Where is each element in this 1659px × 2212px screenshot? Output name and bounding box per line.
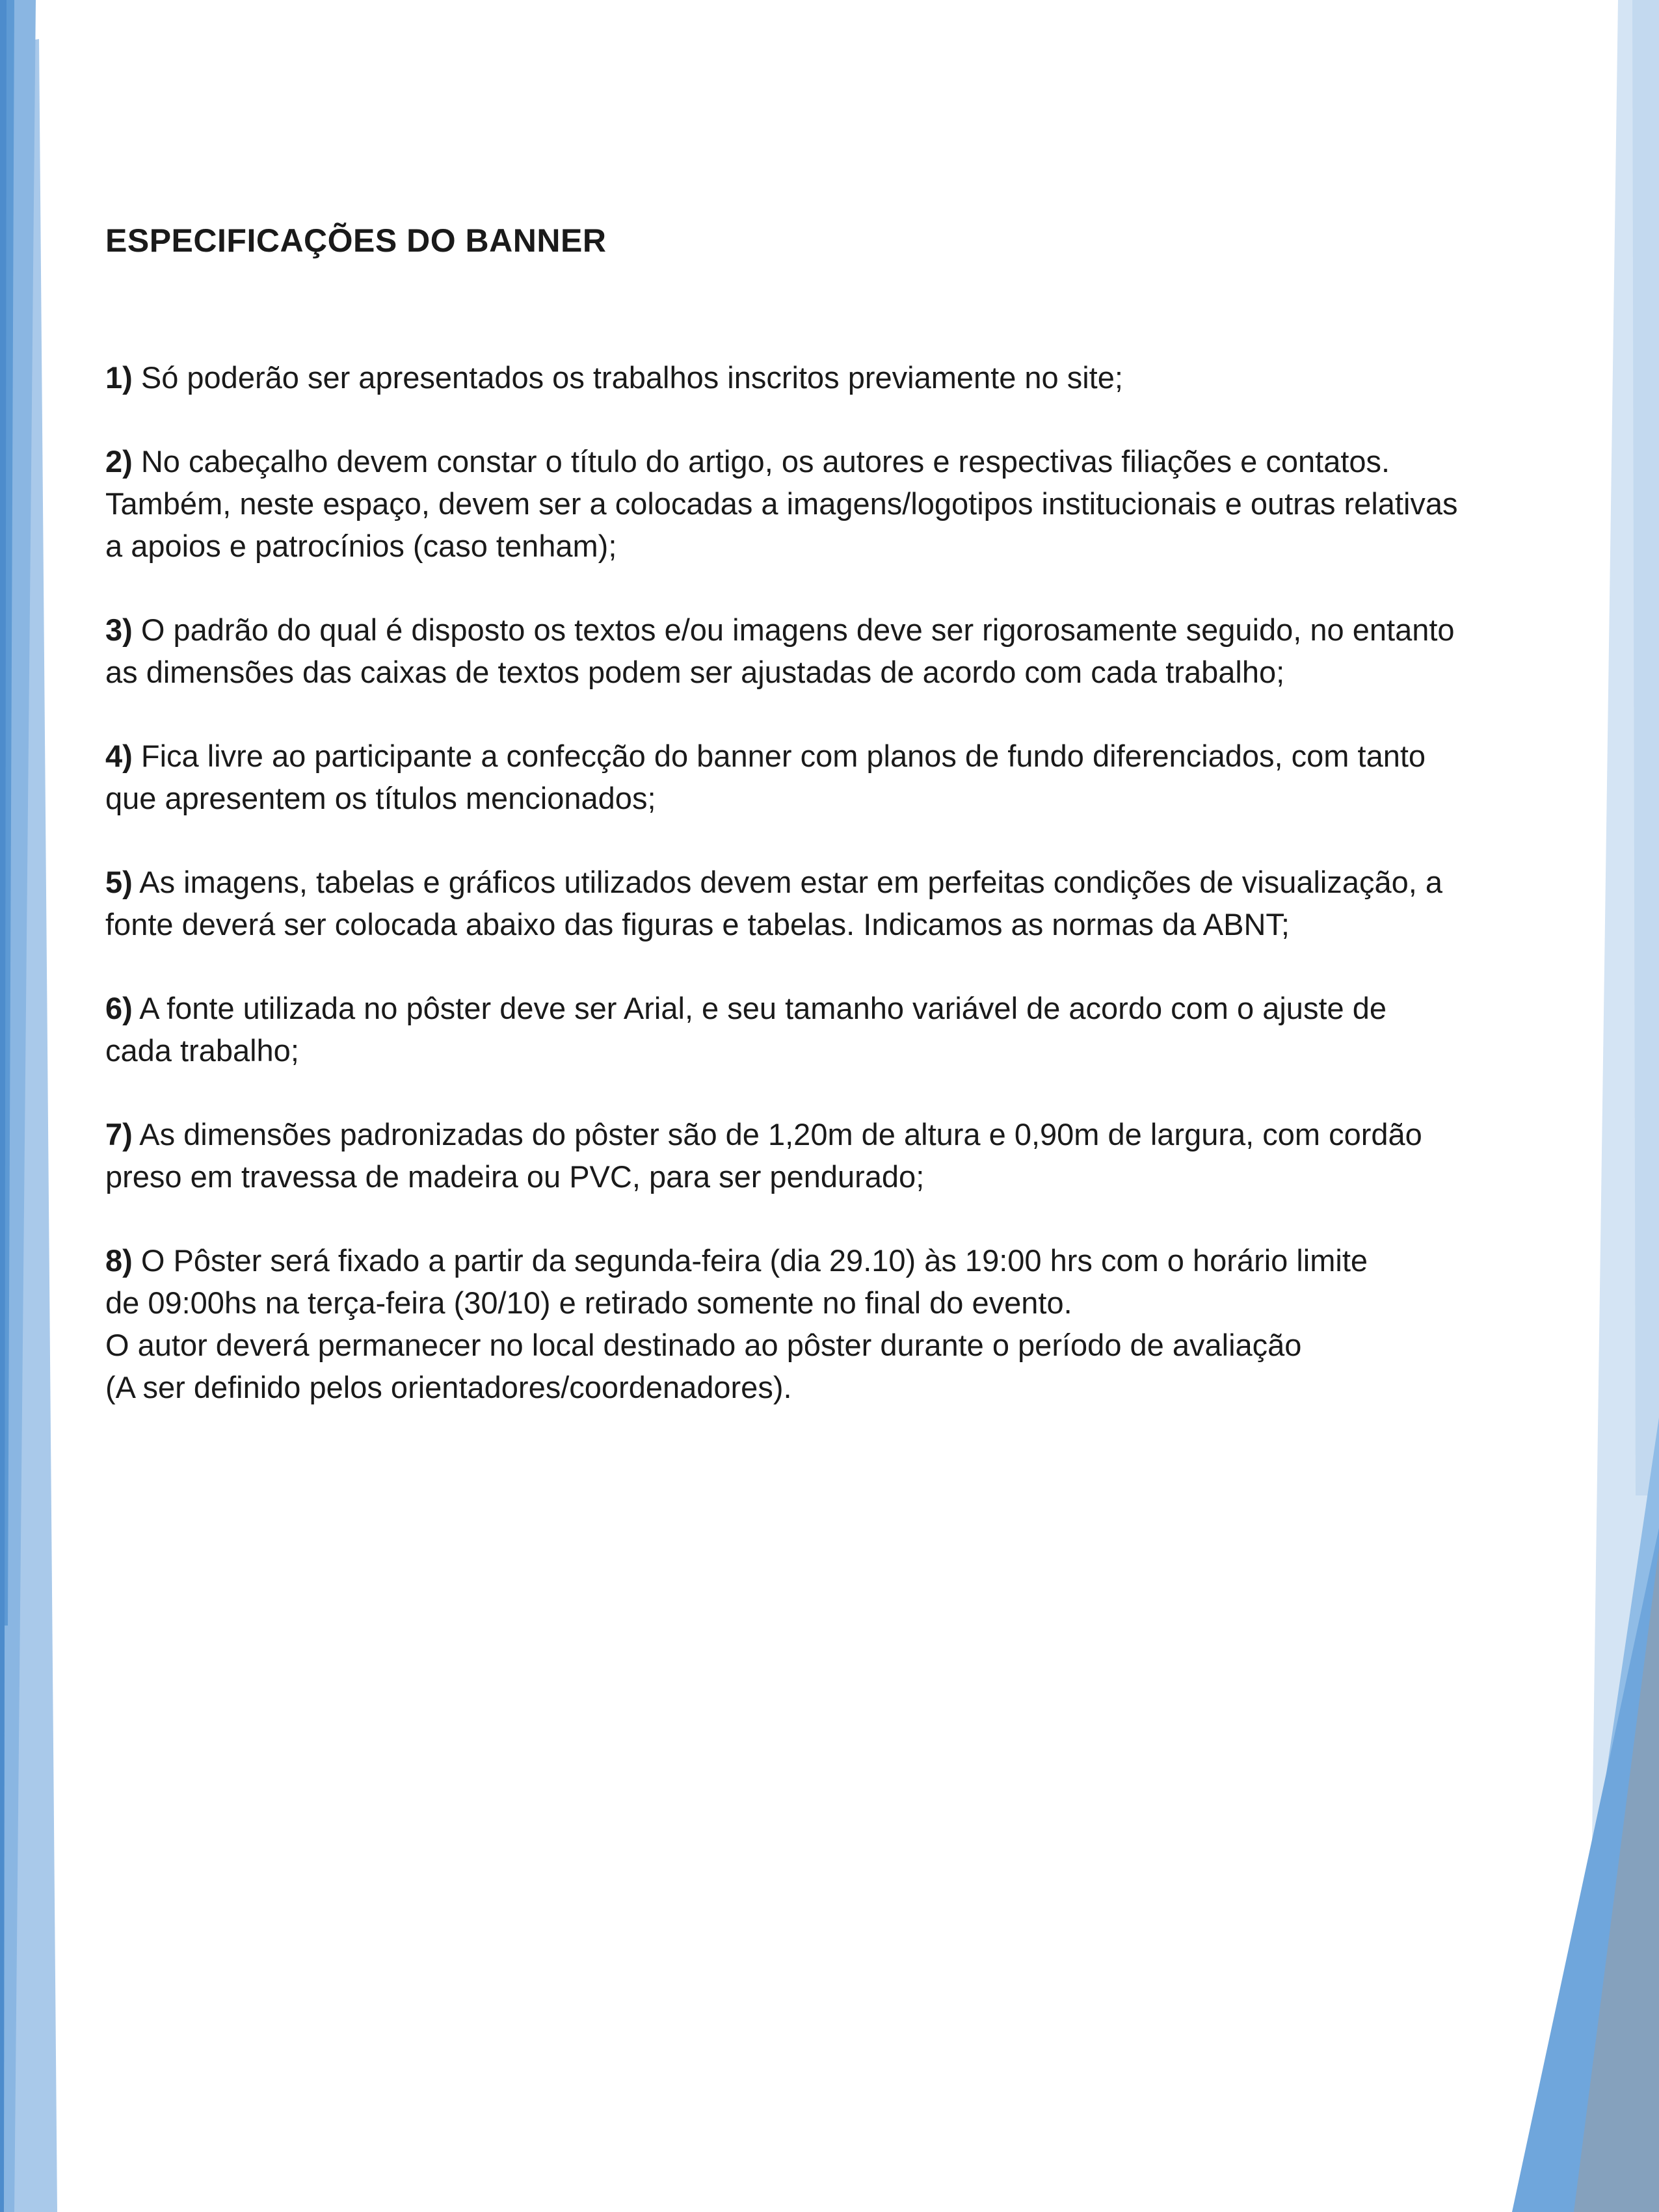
left-accent-light <box>0 39 57 2212</box>
specification-item-7 <box>105 1113 1536 1198</box>
right-accent-mid <box>1541 1417 1659 2212</box>
specification-item-text: a apoios e patrocínios (caso tenham); <box>105 529 617 563</box>
specification-item-line <box>105 1239 1536 1282</box>
specification-item-text: cada trabalho; <box>105 1033 299 1068</box>
specification-item-line <box>105 735 1536 777</box>
specification-item-text: Fica livre ao participante a confecção do banner com planos de fundo diferenciados, com tanto <box>140 739 1426 773</box>
specification-item-text: O padrão do qual é disposto os textos e/ou imagens deve ser rigorosamente seguido, no entanto <box>140 612 1455 647</box>
specification-item-3 <box>105 609 1536 693</box>
specification-item-line <box>105 440 1536 482</box>
specification-item-text: Só poderão ser apresentados os trabalhos inscritos previamente no site; <box>140 360 1123 395</box>
specification-item-text: No cabeçalho devem constar o título do artigo, os autores e respectivas filiações e contatos. <box>140 444 1390 479</box>
specification-item-line <box>105 651 1536 693</box>
specification-item-line <box>105 525 1536 567</box>
specification-item-text: O autor deverá permanecer no local destinado ao pôster durante o período de avaliação <box>105 1328 1302 1362</box>
specification-item-line <box>105 777 1536 819</box>
specification-item-line <box>105 1155 1536 1198</box>
specification-item-4 <box>105 735 1536 819</box>
specification-item-number: 2) <box>105 444 133 479</box>
specification-item-line <box>105 903 1536 945</box>
specification-item-line <box>105 356 1536 399</box>
specification-list <box>105 356 1536 1408</box>
document-body <box>105 215 1536 1450</box>
specification-item-line <box>105 1366 1536 1408</box>
specification-item-number: 6) <box>105 991 133 1025</box>
specification-item-text: O Pôster será fixado a partir da segunda-feira (dia 29.10) às 19:00 hrs com o horário limite <box>140 1243 1368 1278</box>
right-accent-dark <box>1512 1528 1659 2212</box>
specification-item-6 <box>105 987 1536 1072</box>
specification-item-number: 1) <box>105 360 133 395</box>
right-accent-light <box>1587 0 1659 2212</box>
specification-item-line <box>105 861 1536 903</box>
document-title: ESPECIFICAÇÕES DO BANNER <box>105 222 607 259</box>
specification-item-number: 3) <box>105 612 133 647</box>
right-accent-pale <box>1632 0 1659 1495</box>
specification-item-text: que apresentem os títulos mencionados; <box>105 781 656 815</box>
specification-item-line <box>105 987 1536 1029</box>
specification-item-line <box>105 1324 1536 1366</box>
specification-item-text: A fonte utilizada no pôster deve ser Arial, e seu tamanho variável de acordo com o ajuste de <box>139 991 1387 1025</box>
left-accent-mid <box>0 0 36 2212</box>
specification-item-text: As dimensões padronizadas do pôster são de 1,20m de altura e 0,90m de largura, com cordão <box>139 1117 1422 1152</box>
specification-item-line <box>105 1029 1536 1072</box>
specification-item-line <box>105 609 1536 651</box>
specification-item-number: 7) <box>105 1117 133 1152</box>
specification-item-text: As imagens, tabelas e gráficos utilizados devem estar em perfeitas condições de visualização, a <box>139 865 1443 899</box>
specification-item-2 <box>105 440 1536 567</box>
specification-item-number: 4) <box>105 739 133 773</box>
left-accent-edge <box>0 0 7 2212</box>
left-accent-dark <box>0 0 14 1626</box>
specification-item-8 <box>105 1239 1536 1408</box>
specification-item-1 <box>105 356 1536 399</box>
specification-item-number: 5) <box>105 865 133 899</box>
specification-item-text: as dimensões das caixas de textos podem ser ajustadas de acordo com cada trabalho; <box>105 655 1285 689</box>
specification-item-line <box>105 1113 1536 1155</box>
specification-item-text: (A ser definido pelos orientadores/coordenadores). <box>105 1370 792 1404</box>
specification-item-text: Também, neste espaço, devem ser a colocadas a imagens/logotipos institucionais e outras relativas <box>105 486 1458 521</box>
specification-item-text: fonte deverá ser colocada abaixo das figuras e tabelas. Indicamos as normas da ABNT; <box>105 907 1290 941</box>
specification-item-line <box>105 482 1536 525</box>
specification-item-text: de 09:00hs na terça-feira (30/10) e retirado somente no final do evento. <box>105 1285 1072 1320</box>
specification-item-text: preso em travessa de madeira ou PVC, para ser pendurado; <box>105 1159 925 1194</box>
right-accent-gray <box>1574 1547 1659 2212</box>
specification-item-5 <box>105 861 1536 945</box>
specification-item-line <box>105 1282 1536 1324</box>
specification-item-number: 8) <box>105 1243 133 1278</box>
